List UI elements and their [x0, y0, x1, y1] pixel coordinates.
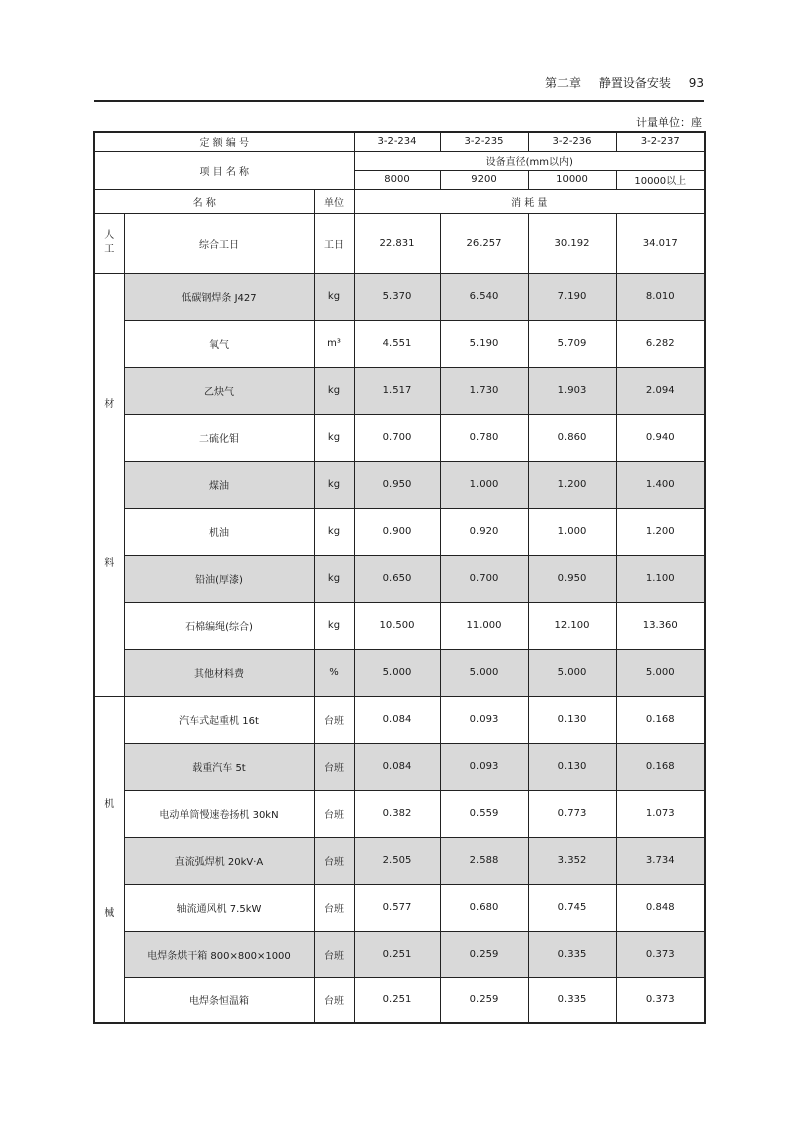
row-unit: 台班 — [314, 977, 354, 1023]
row-value: 0.259 — [440, 931, 528, 977]
row-value: 5.000 — [354, 649, 440, 696]
row-value: 0.900 — [354, 508, 440, 555]
row-unit: kg — [314, 273, 354, 320]
header-row-codes — [94, 132, 705, 151]
header-row-group — [94, 151, 705, 170]
row-unit: kg — [314, 555, 354, 602]
row-value: 0.251 — [354, 977, 440, 1023]
row-name: 轴流通风机 7.5kW — [124, 884, 314, 931]
row-value: 0.168 — [616, 743, 705, 790]
table-row — [94, 884, 705, 931]
row-value: 0.650 — [354, 555, 440, 602]
table-row — [94, 602, 705, 649]
row-unit: 工日 — [314, 213, 354, 273]
category-machine: 机 械 — [94, 696, 124, 1023]
row-unit: kg — [314, 367, 354, 414]
table-row — [94, 837, 705, 884]
row-value: 5.000 — [616, 649, 705, 696]
item-label: 项 目 名 称 — [94, 151, 354, 189]
row-name: 石棉编绳(综合) — [124, 602, 314, 649]
row-value: 0.084 — [354, 743, 440, 790]
table-row — [94, 367, 705, 414]
table-row — [94, 273, 705, 320]
row-name: 氧气 — [124, 320, 314, 367]
table-row — [94, 320, 705, 367]
row-value: 0.093 — [440, 743, 528, 790]
row-name: 乙炔气 — [124, 367, 314, 414]
row-value: 0.950 — [528, 555, 616, 602]
row-unit: % — [314, 649, 354, 696]
row-value: 5.000 — [528, 649, 616, 696]
table-row — [94, 414, 705, 461]
row-value: 0.577 — [354, 884, 440, 931]
table-row — [94, 555, 705, 602]
category-material: 材 料 — [94, 273, 124, 696]
row-value: 30.192 — [528, 213, 616, 273]
header-row-names — [94, 189, 705, 213]
diameter-cell: 10000以上 — [616, 170, 705, 189]
group-label: 设备直径(mm以内) — [354, 151, 705, 170]
row-value: 0.373 — [616, 931, 705, 977]
row-value: 0.335 — [528, 931, 616, 977]
row-unit: 台班 — [314, 884, 354, 931]
row-name: 电焊条烘干箱 800×800×1000 — [124, 931, 314, 977]
page-header — [94, 74, 704, 90]
row-unit: kg — [314, 461, 354, 508]
unit-label: 单位 — [314, 189, 354, 213]
row-value: 5.370 — [354, 273, 440, 320]
section-title: 静置设备安装 — [598, 76, 671, 90]
code-cell: 3-2-235 — [440, 132, 528, 151]
table-row — [94, 461, 705, 508]
table-row — [94, 696, 705, 743]
unit-note: 计量单位：座 — [636, 116, 702, 129]
code-cell: 3-2-236 — [528, 132, 616, 151]
category-labor: 人 工 — [94, 213, 124, 273]
row-unit: 台班 — [314, 743, 354, 790]
diameter-cell: 8000 — [354, 170, 440, 189]
row-name: 煤油 — [124, 461, 314, 508]
row-unit: kg — [314, 414, 354, 461]
row-unit: kg — [314, 602, 354, 649]
row-value: 0.084 — [354, 696, 440, 743]
table-row — [94, 977, 705, 1023]
row-value: 2.588 — [440, 837, 528, 884]
row-name: 汽车式起重机 16t — [124, 696, 314, 743]
row-value: 7.190 — [528, 273, 616, 320]
table-row — [94, 790, 705, 837]
row-value: 0.700 — [354, 414, 440, 461]
row-value: 12.100 — [528, 602, 616, 649]
code-cell: 3-2-234 — [354, 132, 440, 151]
row-name: 直流弧焊机 20kV·A — [124, 837, 314, 884]
row-name: 低碳钢焊条 J427 — [124, 273, 314, 320]
row-unit: 台班 — [314, 931, 354, 977]
row-value: 13.360 — [616, 602, 705, 649]
page-number: 93 — [688, 76, 704, 90]
row-value: 8.010 — [616, 273, 705, 320]
row-value: 1.400 — [616, 461, 705, 508]
row-value: 1.000 — [528, 508, 616, 555]
row-value: 26.257 — [440, 213, 528, 273]
row-name: 载重汽车 5t — [124, 743, 314, 790]
row-value: 5.709 — [528, 320, 616, 367]
diameter-cell: 9200 — [440, 170, 528, 189]
row-value: 0.920 — [440, 508, 528, 555]
row-value: 0.940 — [616, 414, 705, 461]
row-unit: m³ — [314, 320, 354, 367]
row-value: 0.130 — [528, 696, 616, 743]
chapter-label: 第二章 — [545, 76, 582, 90]
row-value: 3.734 — [616, 837, 705, 884]
row-name: 电动单筒慢速卷扬机 30kN — [124, 790, 314, 837]
row-value: 1.200 — [528, 461, 616, 508]
row-value: 0.335 — [528, 977, 616, 1023]
row-name: 铅油(厚漆) — [124, 555, 314, 602]
diameter-cell: 10000 — [528, 170, 616, 189]
row-value: 4.551 — [354, 320, 440, 367]
code-cell: 3-2-237 — [616, 132, 705, 151]
quota-label: 定 额 编 号 — [94, 132, 354, 151]
row-value: 0.848 — [616, 884, 705, 931]
row-value: 0.168 — [616, 696, 705, 743]
row-unit: 台班 — [314, 837, 354, 884]
row-value: 5.000 — [440, 649, 528, 696]
row-value: 0.780 — [440, 414, 528, 461]
row-value: 0.745 — [528, 884, 616, 931]
row-name: 电焊条恒温箱 — [124, 977, 314, 1023]
table-row — [94, 743, 705, 790]
row-value: 0.373 — [616, 977, 705, 1023]
row-value: 0.680 — [440, 884, 528, 931]
row-value: 3.352 — [528, 837, 616, 884]
row-value: 2.505 — [354, 837, 440, 884]
row-value: 5.190 — [440, 320, 528, 367]
row-unit: 台班 — [314, 696, 354, 743]
row-value: 34.017 — [616, 213, 705, 273]
row-value: 0.093 — [440, 696, 528, 743]
row-value: 1.903 — [528, 367, 616, 414]
table-row — [94, 508, 705, 555]
row-value: 1.000 — [440, 461, 528, 508]
row-name: 其他材料费 — [124, 649, 314, 696]
row-value: 1.517 — [354, 367, 440, 414]
name-label: 名 称 — [94, 189, 314, 213]
row-name: 综合工日 — [124, 213, 314, 273]
header-rule — [94, 100, 704, 102]
row-unit: kg — [314, 508, 354, 555]
row-value: 0.559 — [440, 790, 528, 837]
row-value: 0.860 — [528, 414, 616, 461]
row-value: 1.100 — [616, 555, 705, 602]
row-name: 机油 — [124, 508, 314, 555]
row-value: 10.500 — [354, 602, 440, 649]
row-value: 0.950 — [354, 461, 440, 508]
row-value: 6.282 — [616, 320, 705, 367]
row-value: 1.073 — [616, 790, 705, 837]
row-value: 0.130 — [528, 743, 616, 790]
row-value: 11.000 — [440, 602, 528, 649]
row-name: 二硫化钼 — [124, 414, 314, 461]
row-unit: 台班 — [314, 790, 354, 837]
row-value: 6.540 — [440, 273, 528, 320]
table-row — [94, 649, 705, 696]
row-value: 2.094 — [616, 367, 705, 414]
row-value: 0.251 — [354, 931, 440, 977]
quota-table — [93, 131, 706, 1024]
row-value: 0.259 — [440, 977, 528, 1023]
row-value: 0.382 — [354, 790, 440, 837]
table-row — [94, 213, 705, 273]
row-value: 0.700 — [440, 555, 528, 602]
row-value: 1.730 — [440, 367, 528, 414]
row-value: 0.773 — [528, 790, 616, 837]
consumption-label: 消 耗 量 — [354, 189, 705, 213]
row-value: 22.831 — [354, 213, 440, 273]
row-value: 1.200 — [616, 508, 705, 555]
table-row — [94, 931, 705, 977]
